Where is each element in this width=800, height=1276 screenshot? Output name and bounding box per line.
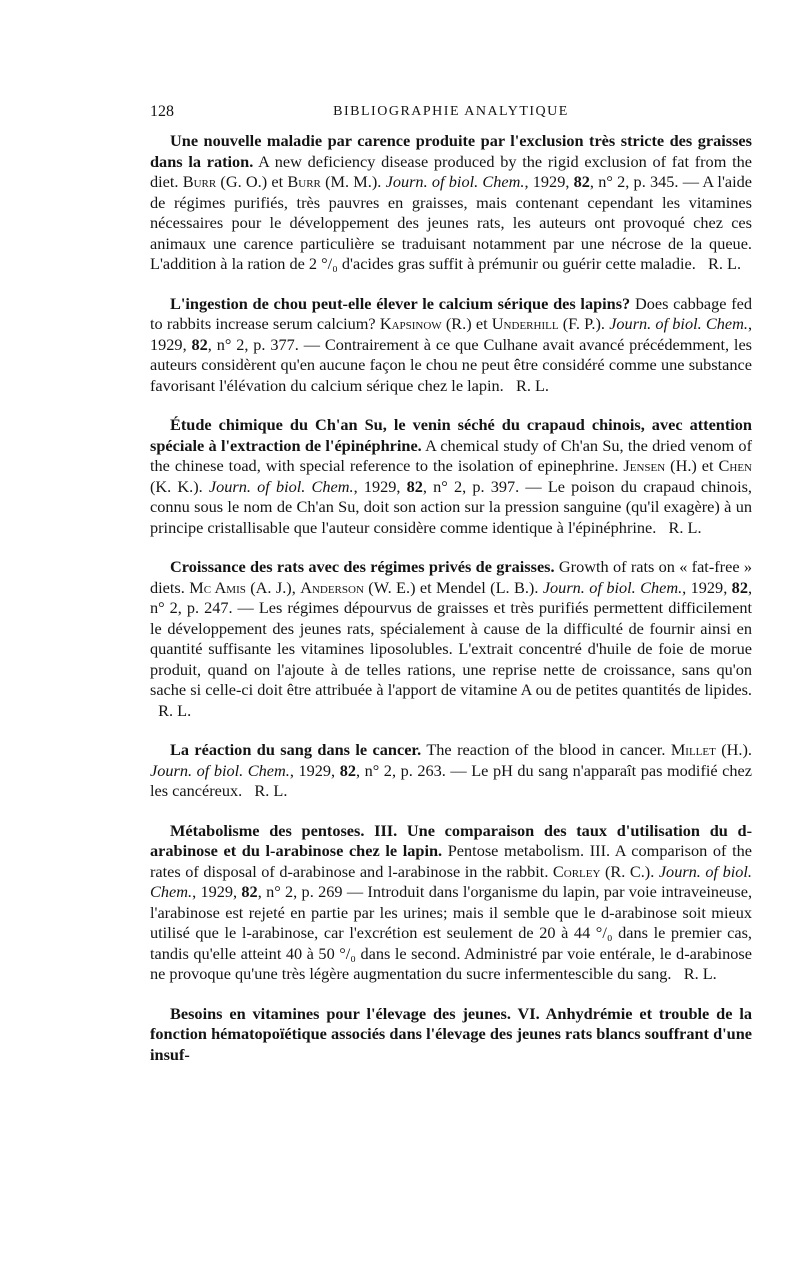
entry-journal: Journ. of biol. Chem. (542, 577, 683, 597)
entry-author: Chen (718, 456, 752, 475)
entry-text: (A. J.), (245, 577, 301, 597)
abstract-entry (150, 415, 752, 538)
entry-author: Burr (182, 172, 217, 191)
entry-text: Growth of rats on « fat-free » diets. (150, 557, 752, 597)
entry-title: Une nouvelle maladie par carence produite par l'exclusion très stricte des graisses dans la ration. (150, 131, 752, 171)
entry-author: Anderson (300, 577, 364, 597)
entry-initials: R. L. (254, 781, 288, 800)
entry-author: Jensen (623, 456, 666, 475)
entry-text: A chemical study of Ch'an Su, the dried venom of the chinese toad, with special reference to the isolation of epinephrine. (150, 435, 752, 475)
entry-text: , 1929, (682, 577, 732, 597)
abstract-entry (150, 821, 752, 985)
abstract-list (150, 131, 752, 1065)
page-number: 128 (150, 103, 174, 120)
entry-text: , n° 2, p. 247. — Les régimes dépourvus de graisses et très purifiés permettent difficilement le développement des jeunes rats, spécialement à cause de la difficulté de fournir ainsi en quantité suffisante les vitamines liposolubles. L'extrait concentré d'huile de foie de morue produit, quand on l'ajoute à de telles rations, une reprise nette de croissance, sans qu'on sache si celle-ci doit être attribuée à l'apport de vitamine A ou de petites quantités de lipides. (150, 577, 753, 699)
entry-title: L'ingestion de chou peut-elle élever le calcium sérique des lapins? (170, 293, 631, 313)
entry-volume: 82 (573, 172, 590, 191)
entry-journal: Journ. of biol. Chem. (208, 476, 354, 496)
entry-text: Pentose metabolism. III. A comparison of the rates of disposal of d-arabinose and l-arabinose in the rabbit. (150, 841, 753, 881)
entry-text: , n° 2, p. 269 — Introduit dans l'organisme du lapin, par voie intraveineuse, l'arabinose est rejeté en partie par les urines; mais il semble que le d-arabinose soit mieux utilisé que le l-arabinose, car l'excrétion est seulement de 20 à 44 °/₀ dans le premier cas, tandis qu'elle atteint 40 à 50 °/₀ dans le second. Administré par voie entérale, le d-arabinose ne provoque qu'une très légère augmentation du sucre infermentescible du sang. (150, 882, 753, 983)
entry-text: A new deficiency disease produced by the rigid exclusion of fat from the diet. (150, 151, 752, 191)
abstract-entry (150, 294, 752, 397)
entry-text: , 1929, (150, 314, 753, 354)
entry-text: (F. P.). (558, 314, 610, 333)
entry-author: Kapsinow (379, 314, 442, 333)
entry-text: (H.) et (665, 456, 719, 475)
entry-text: (R.) et (441, 314, 492, 333)
entry-text: , n° 2, p. 345. — A l'aide de régimes purifiés, très pauvres en graisses, mais contenant cependant les vitamines nécessaires pour le développement des jeunes rats, les auteurs ont provoqué chez ces animaux une carence particulière se traduisant notamment par une nécrose de la queue. L'addition à la ration de 2 °/₀ d'acides gras suffit à prémunir ou guérir cette maladie. (150, 172, 753, 273)
entry-text: , 1929, (524, 172, 574, 191)
entry-volume: 82 (731, 577, 748, 597)
entry-title: La réaction du sang dans le cancer. (170, 740, 422, 759)
entry-title: Étude chimique du Ch'an Su, le venin séché du crapaud chinois, avec attention spéciale à l'extraction de l'épinéphrine. (150, 415, 752, 455)
entry-journal: Journ. of biol. Chem. (150, 760, 290, 780)
entry-journal: Journ. of biol. Chem. (609, 314, 748, 333)
entry-text: (G. O.) et (216, 172, 288, 191)
entry-journal: Journ. of biol. Chem. (385, 172, 525, 191)
entry-text: (M. M.). (320, 172, 386, 191)
entry-text: , n° 2, p. 263. — Le pH du sang n'apparaît pas modifié chez les cancéreux. (150, 760, 753, 800)
entry-volume: 82 (191, 334, 208, 354)
entry-text: (K. K.). (150, 476, 209, 496)
entry-text: , n° 2, p. 377. — Contrairement à ce que Culhane avait avancé précédemment, les auteurs considèrent qu'en aucune façon le chou ne peut être considéré comme une substance favorisant l'élévation du calcium sérique chez le lapin. (150, 334, 753, 395)
entry-volume: 82 (241, 882, 258, 901)
entry-title: Besoins en vitamines pour l'élevage des jeunes. VI. Anhydrémie et trouble de la fonction hématopoïétique associés dans l'élevage des jeunes rats blancs souffrant d'une insuf- (150, 1003, 752, 1064)
abstract-entry (150, 131, 752, 275)
entry-initials: R. L. (708, 254, 742, 273)
entry-volume: 82 (406, 476, 423, 496)
entry-author: Underhill (491, 314, 559, 333)
entry-author: Millet (670, 740, 716, 759)
entry-initials: R. L. (515, 375, 549, 395)
entry-author: Burr (287, 172, 321, 191)
entry-author: Corley (552, 861, 601, 881)
entry-text: (W. E.) et Mendel (L. B.). (363, 577, 543, 597)
abstract-entry (150, 557, 752, 721)
entry-text: Does cabbage fed to rabbits increase serum calcium? (150, 293, 752, 333)
entry-text: , n° 2, p. 397. — Le poison du crapaud chinois, connu sous le nom de Ch'an Su, doit son action sur la pression sanguine (qu'il exagère) à un principe cristallisable que l'auteur considère comme identique à l'épinéphrine. (150, 476, 753, 537)
entry-text: , 1929, (289, 760, 340, 780)
abstract-entry (150, 740, 752, 802)
entry-text: (R. C.). (600, 861, 659, 881)
entry-text: , 1929, (353, 476, 407, 496)
entry-initials: R. L. (158, 700, 192, 720)
running-head (150, 103, 752, 123)
entry-text: (H.). (715, 740, 752, 759)
running-title: BIBLIOGRAPHIE ANALYTIQUE (333, 104, 569, 119)
entry-volume: 82 (339, 760, 356, 780)
abstract-entry (150, 1004, 752, 1066)
entry-text: The reaction of the blood in cancer. (421, 740, 671, 759)
entry-title: Croissance des rats avec des régimes privés de graisses. (170, 557, 555, 576)
entry-title: Métabolisme des pentoses. III. Une comparaison des taux d'utilisation du d-arabinose et du l-arabinose chez le lapin. (150, 820, 752, 860)
entry-initials: R. L. (683, 964, 717, 983)
entry-initials: R. L. (668, 517, 702, 537)
entry-author: Mc Amis (189, 577, 246, 597)
entry-journal: Journ. of biol. Chem. (150, 861, 753, 901)
entry-text: , 1929, (192, 882, 242, 901)
